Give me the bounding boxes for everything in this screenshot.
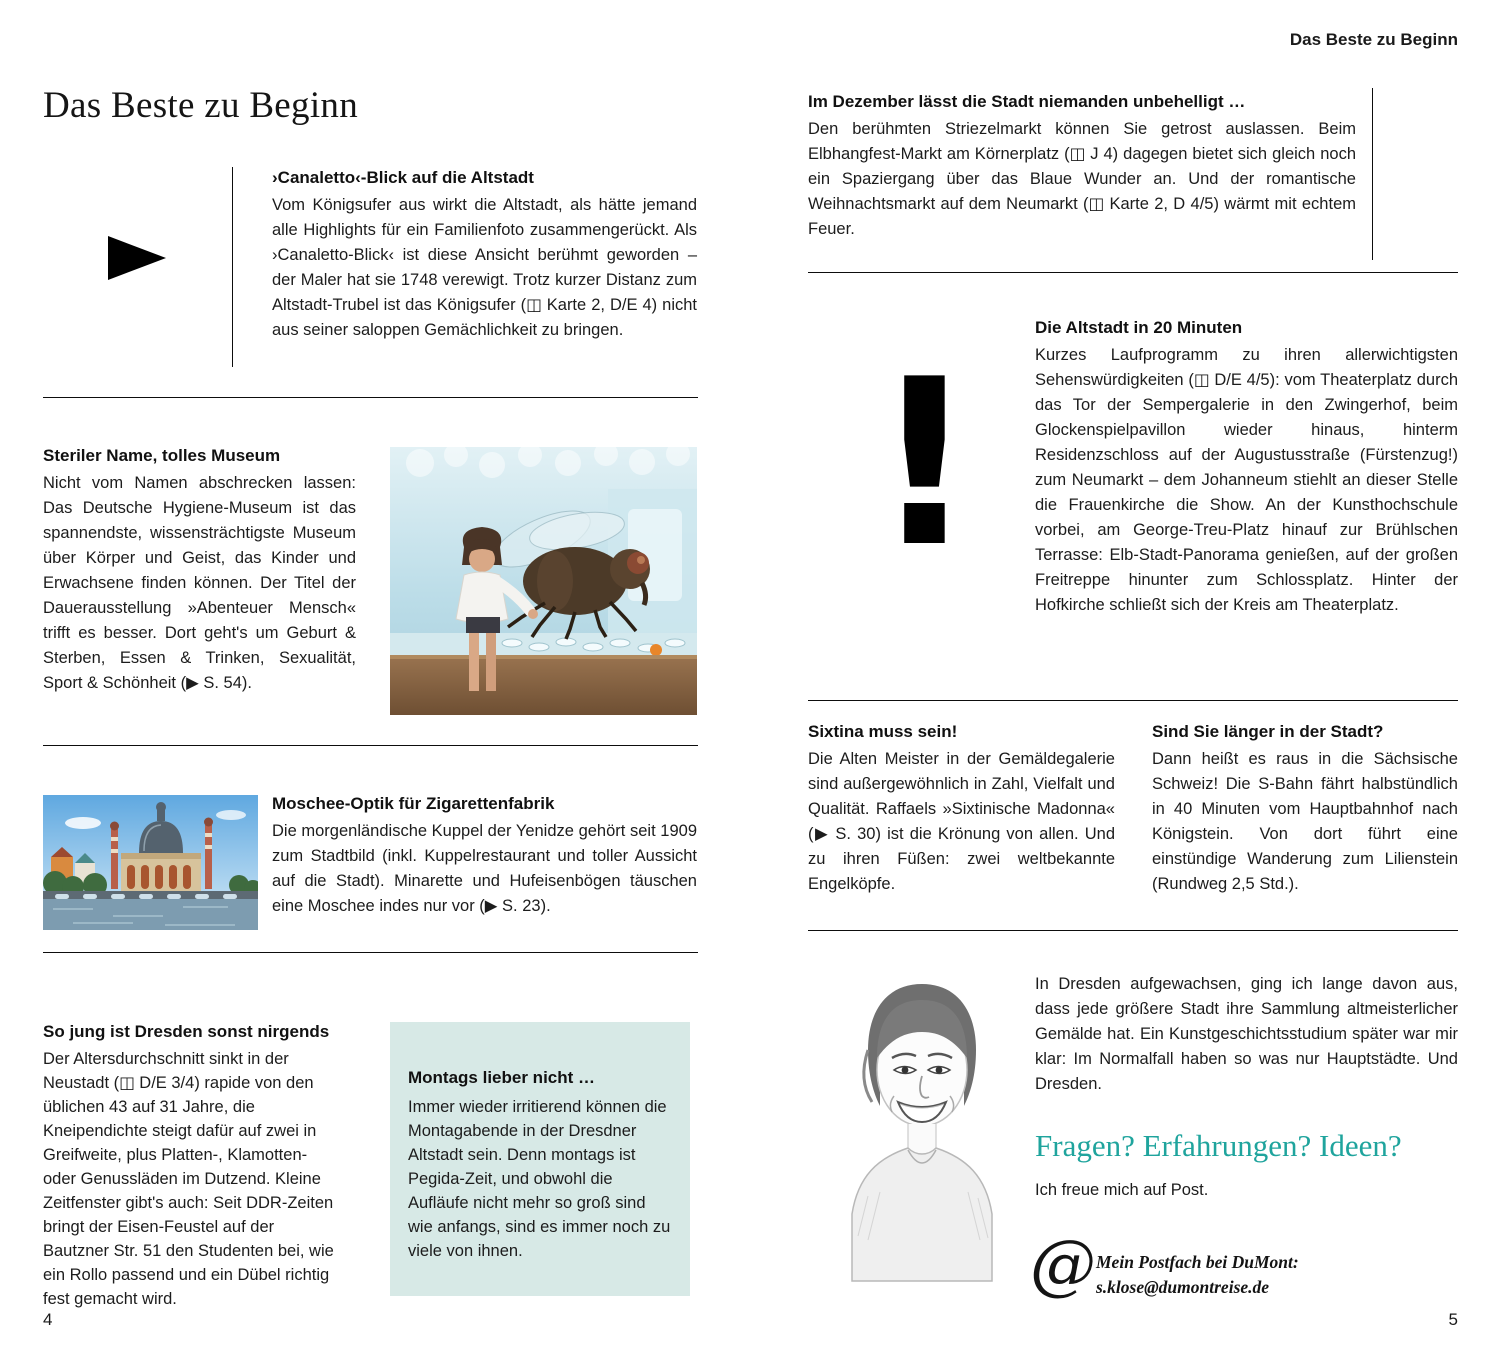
dezember-section [808,90,1356,242]
moschee-body: Die morgenländische Kuppel der Yenidze gehört seit 1909 zum Stadtbild (inkl. Kuppelrestaurant und toller Aussicht auf die Stadt). Minarette und Hufeisenbögen täuschen eine Moschee indes nur vor (▶ S. 23). [272,822,697,915]
laenger-section [1152,720,1458,897]
canaletto-heading: ›Canaletto‹-Blick auf die Altstadt [272,168,534,187]
cta-note: Ich freue mich auf Post. [1035,1181,1209,1199]
jung-body: Der Altersdurchschnitt sinkt in der Neustadt (◫ D/E 3/4) rapide von den üblichen 43 auf 31 Jahre, die Kneipendichte steigt dafür auf zwei in Greifweite, plus Platten-, Klamotten- oder Genussläden im Dutzend. Kleine Zeitfenster gibt's auch: Seit DDR-Zeiten bringt der Eisen-Feustel auf der Bautzner Str. 51 den Studenten bei, wie ein Rollo passend und ein Dübel richtig fest gemacht wird. [43,1050,334,1308]
dezember-body: Den berühmten Striezelmarkt können Sie getrost auslassen. Beim Elbhangfest-Markt am Körnerplatz (◫ J 4) dagegen bietet sich gleich noch ein Spaziergang über das Blaue Wunder an. Und der romantische Weihnachtsmarkt auf dem Neumarkt (◫ Karte 2, D 4/5) wärmt mit echtem Feuer. [808,120,1356,238]
dezember-heading: Im Dezember lässt die Stadt niemanden unbehelligt … [808,92,1246,111]
contact-block [1096,1250,1436,1300]
canaletto-body: Vom Königsufer aus wirkt die Altstadt, als hätte jemand alle Highlights für ein Familienfoto zusammengerückt. Als ›Canaletto-Blick‹ ist diese Ansicht berühmt geworden – der Maler hat sie 1748 verewigt. Trotz kurzer Distanz zum Altstadt-Trubel ist das Königsufer (◫ Karte 2, D/E 4) nicht aus seiner saloppen Gemächlichkeit zu bringen. [272,196,697,339]
yenidze-photo [43,795,258,930]
section-vertical-rule [1372,88,1373,260]
divider [43,397,698,398]
moschee-section [272,792,697,919]
divider [808,272,1458,273]
divider [43,745,698,746]
author-portrait-sketch [828,966,1016,1284]
at-icon: @ [1030,1226,1096,1303]
hygiene-museum-photo [390,447,697,715]
section-vertical-rule [232,167,233,367]
sixtina-section [808,720,1115,897]
sixtina-heading: Sixtina muss sein! [808,722,958,741]
contact-label: Mein Postfach bei DuMont: [1096,1252,1299,1272]
montags-heading: Montags lieber nicht … [408,1068,596,1087]
altstadt-heading: Die Altstadt in 20 Minuten [1035,318,1243,337]
page-number-left: 4 [43,1310,53,1329]
exclamation-mark: ! [872,331,977,598]
cta-heading: Fragen? Erfahrungen? Ideen? [1035,1128,1402,1163]
divider [43,952,698,953]
canaletto-section [272,166,697,343]
author-bio: In Dresden aufgewachsen, ging ich lange davon aus, dass jede größere Stadt ihre Sammlung altmeisterlicher Gemälde hat. Ein Kunstgeschichtsstudium später war mir klar: Im Normalfall haben so was nur Hauptstädte. Und Dresden. [1035,975,1458,1093]
altstadt-section [1035,316,1458,618]
page-number-right: 5 [1448,1310,1458,1329]
section-marker-triangle-icon [108,236,166,280]
jung-heading: So jung ist Dresden sonst nirgends [43,1022,330,1041]
museum-section [43,444,356,696]
laenger-heading: Sind Sie länger in der Stadt? [1152,722,1384,741]
page-title: Das Beste zu Beginn [43,85,358,126]
montags-infobox [390,1022,690,1296]
montags-body: Immer wieder irritierend können die Montagabende in der Dresdner Altstadt sein. Denn montags ist Pegida-Zeit, und obwohl die Aufläufe nicht mehr so groß sind wie anfangs, sind es immer noch zu viele von ihnen. [408,1098,671,1260]
divider [808,930,1458,931]
laenger-body: Dann heißt es raus in die Sächsische Schweiz! Die S-Bahn fährt halbstündlich in 40 Minuten vom Hauptbahnhof nach Königstein. Von dort führt eine einstündige Wanderung zum Lilienstein (Rundweg 2,5 Std.). [1152,750,1458,893]
running-header: Das Beste zu Beginn [1289,30,1458,49]
sixtina-body: Die Alten Meister in der Gemäldegalerie sind außergewöhnlich in Zahl, Vielfalt und Qualität. Raffaels »Sixtinische Madonna« (▶ S. 30) ist die Krönung von allen. Und zu ihren Füßen: zwei weltbekannte Engelköpfe. [808,750,1115,893]
museum-heading: Steriler Name, tolles Museum [43,446,281,465]
moschee-heading: Moschee-Optik für Zigarettenfabrik [272,794,555,813]
altstadt-body: Kurzes Laufprogramm zu ihren allerwichtigsten Sehenswürdigkeiten (◫ D/E 4/5): vom Theaterplatz durch das Tor der Sempergalerie in den Zwingerhof, beim Glockenspielpavillon wieder hinaus, hinterm Residenzschloss auf der Augustusstraße (Fürstenzug!) zum Neumarkt – dem Johanneum stiehlt an dieser Stelle die Frauenkirche die Show. An der Kunsthochschule vorbei, am George-Treu-Platz hinauf zur Brühlschen Terrasse: Elb-Stadt-Panorama genießen, auf der großen Freitreppe hinunter zum Schlossplatz. Hinter der Hofkirche schließt sich der Kreis am Theaterplatz. [1035,346,1458,614]
divider [808,700,1458,701]
museum-body: Nicht vom Namen abschrecken lassen: Das Deutsche Hygiene-Museum ist das spannendste, wissensträchtigste Museum über Körper und Geist, das Kinder und Erwachsene finden können. Der Titel der Dauerausstellung »Abenteuer Mensch« trifft es besser. Dort geht's um Geburt & Sterben, Essen & Trinken, Sexualität, Sport & Schönheit (▶ S. 54). [43,474,356,692]
jung-section [43,1020,343,1311]
contact-email[interactable]: s.klose@dumontreise.de [1096,1277,1270,1297]
